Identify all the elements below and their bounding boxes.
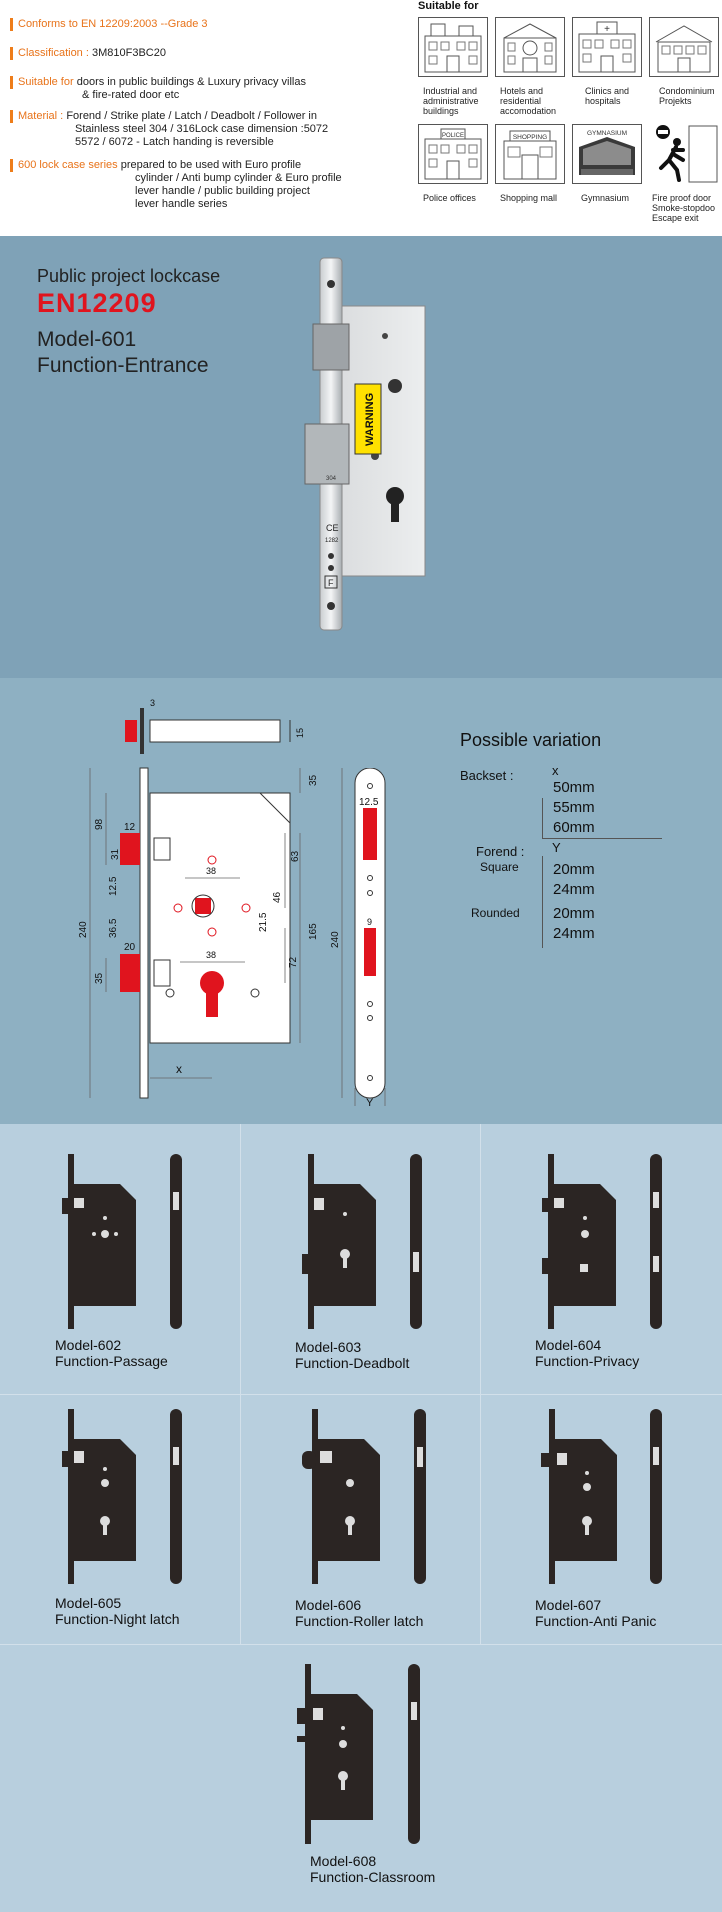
models-section xyxy=(0,1124,722,1912)
dim-240-forend: 240 xyxy=(330,931,341,948)
dim-72: 72 xyxy=(288,956,299,968)
dim-35-top: 35 xyxy=(308,774,319,786)
model-607-caption: Model-607 Function-Anti Panic xyxy=(535,1597,657,1629)
dim-9: 9 xyxy=(367,917,373,927)
caption-condominium: Condominium Projekts xyxy=(659,86,715,106)
grid-divider xyxy=(0,1394,722,1395)
lock-model-608 xyxy=(295,1664,445,1849)
lock-model-603 xyxy=(300,1154,450,1334)
dim-20: 20 xyxy=(124,942,136,953)
dim-21-5: 21.5 xyxy=(258,912,269,932)
forend-y: Y xyxy=(552,840,561,855)
spec-suitable: Suitable for doors in public buildings & Luxury privacy villas & fire-rated door etc xyxy=(16,76,306,102)
dim-15: 15 xyxy=(295,727,305,738)
lock-model-602 xyxy=(60,1154,210,1334)
spec-bar xyxy=(10,18,13,31)
dim-38: 38 xyxy=(206,866,217,876)
latch-top-view xyxy=(125,720,137,742)
lockcase-photo xyxy=(295,256,435,636)
police-building-icon xyxy=(418,124,488,184)
dim-165: 165 xyxy=(308,923,319,940)
suitable-title: Suitable for xyxy=(418,0,479,12)
spec-bar xyxy=(10,76,13,89)
hero-model: Model-601 xyxy=(37,328,137,351)
variation-divider-2 xyxy=(542,856,543,948)
lock-model-607 xyxy=(535,1409,685,1589)
hero-section xyxy=(0,236,722,678)
shopping-mall-icon xyxy=(495,124,565,184)
dim-12-5-slot: 12.5 xyxy=(359,797,379,808)
fire-exit-icon xyxy=(649,124,719,184)
variation-divider xyxy=(542,798,543,838)
hero-subtitle: Public project lockcase xyxy=(37,266,221,286)
model-603-caption: Model-603 Function-Deadbolt xyxy=(295,1339,410,1371)
hero-standard: EN12209 xyxy=(37,288,157,318)
caption-shopping: Shopping mall xyxy=(500,193,558,203)
dim-36-5: 36.5 xyxy=(108,918,119,938)
grid-divider xyxy=(480,1124,481,1644)
lock-model-605 xyxy=(60,1409,210,1589)
dim-63: 63 xyxy=(290,850,301,862)
shopping-sign: SHOPPING xyxy=(512,134,548,141)
dim-46: 46 xyxy=(272,891,283,903)
spec-bar xyxy=(10,47,13,60)
spec-series: 600 lock case series prepared to be used with Euro profile cylinder / Anti bump cylinder & Euro profile lever handle / public building project lever handle series xyxy=(16,159,342,211)
dead-bolt xyxy=(120,954,140,992)
spec-bar xyxy=(10,110,13,123)
caption-clinics: Clinics and hospitals xyxy=(585,86,630,106)
forend-front-view xyxy=(140,768,148,1098)
condominium-building-icon xyxy=(649,17,719,77)
dim-3: 3 xyxy=(150,698,156,708)
caption-police: Police offices xyxy=(423,193,476,203)
dim-x: x xyxy=(176,1062,182,1076)
dim-98: 98 xyxy=(94,818,105,830)
spec-bar xyxy=(10,159,13,172)
dim-240-height: 240 xyxy=(78,921,89,938)
clinic-sign: + xyxy=(604,24,610,35)
spec-material: Material : Forend / Strike plate / Latch / Deadbolt / Follower in Stainless steel 304 / 316Lock case dimension :5072 5572 / 6072 - Latch handing is reversible xyxy=(16,110,328,149)
clinic-building-icon xyxy=(572,17,642,77)
spec-classification: Classification : 3M810F3BC20 xyxy=(16,47,166,60)
backset-x: x xyxy=(552,763,559,778)
caption-hotels: Hotels and residential accomodation xyxy=(500,86,557,116)
grid-divider xyxy=(240,1124,241,1644)
variation-hline xyxy=(542,838,662,839)
lock-model-604 xyxy=(540,1154,690,1334)
rounded-label: Rounded xyxy=(471,906,520,920)
model-605-caption: Model-605 Function-Night latch xyxy=(55,1595,180,1627)
model-604-caption: Model-604 Function-Privacy xyxy=(535,1337,640,1369)
hero-function: Function-Entrance xyxy=(37,354,209,377)
ce-mark: CE xyxy=(326,523,339,533)
latch-bolt xyxy=(120,833,140,865)
backset-values: 50mm 55mm 60mm xyxy=(553,779,595,836)
bolt-slot xyxy=(364,928,376,976)
dim-y: Y xyxy=(366,1097,374,1108)
caption-industrial: Industrial and administrative buildings xyxy=(423,86,479,116)
grade-mark: 304 xyxy=(326,476,337,482)
fire-mark: F xyxy=(328,578,334,588)
police-sign: POLICE xyxy=(441,133,465,139)
square-values: 20mm 24mm xyxy=(553,861,595,898)
hotel-building-icon xyxy=(495,17,565,77)
dim-12-5: 12.5 xyxy=(108,876,119,896)
dim-31: 31 xyxy=(110,848,121,860)
forend-drawing xyxy=(330,768,410,1108)
spec-conforms: Conforms to EN 12209:2003 --Grade 3 xyxy=(16,18,208,31)
dim-12: 12 xyxy=(124,822,136,833)
industrial-building-icon xyxy=(418,17,488,77)
grid-divider xyxy=(0,1644,722,1645)
square-label: Square xyxy=(480,860,519,874)
backset-label: Backset : xyxy=(460,768,514,783)
cert-number: 1282 xyxy=(325,538,339,544)
variation-title: Possible variation xyxy=(460,730,602,750)
case-front-view xyxy=(150,793,290,1043)
latch-slot xyxy=(363,808,377,860)
warning-label: WARNING xyxy=(364,392,376,446)
caption-fire-door: Fire proof door Smoke-stopdoo Escape exit xyxy=(652,193,716,223)
model-606-caption: Model-606 Function-Roller latch xyxy=(295,1597,424,1629)
model-602-caption: Model-602 Function-Passage xyxy=(55,1337,168,1369)
rounded-values: 20mm 24mm xyxy=(553,905,595,942)
follower xyxy=(195,898,211,914)
model-608-caption: Model-608 Function-Classroom xyxy=(310,1853,436,1885)
case-top-view xyxy=(150,720,280,742)
drawing-section xyxy=(0,678,722,1124)
gymnasium-sign: GYMNASIUM xyxy=(586,130,628,137)
gymnasium-icon xyxy=(572,124,642,184)
dim-35-deadbolt: 35 xyxy=(94,972,105,984)
dim-38-cyl: 38 xyxy=(206,950,217,960)
caption-gymnasium: Gymnasium xyxy=(581,193,630,203)
lock-model-606 xyxy=(292,1409,442,1589)
forend-label: Forend : xyxy=(476,844,525,859)
